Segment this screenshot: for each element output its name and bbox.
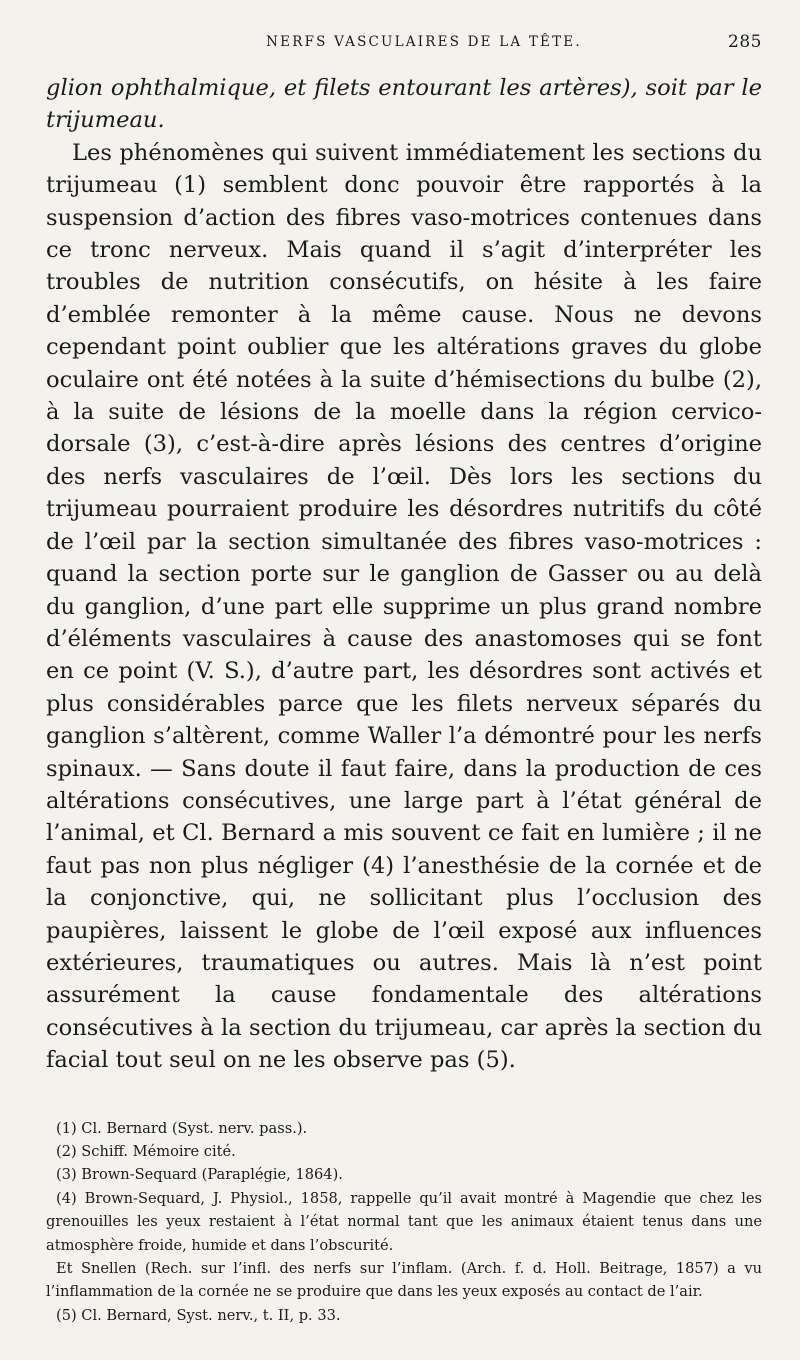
main-paragraph: Les phénomènes qui suivent immédiatement les sections du trijumeau (1) semblent donc pouvoir être rapportés à la suspension d’action des fibres vaso-motrices contenues dans ce tronc nerveux. Mais quand il s’agit d’interpréter les troubles de nutrition consécutifs, on hésite à les faire d’emblée remonter à la même cause. Nous ne devons cependant point oublier que les altérations graves du globe oculaire ont été notées à la suite d’hémisections du bulbe (2), à la suite de lésions de la moelle dans la région cervico-dorsale (3), c’est-à-dire après lésions des centres d’origine des nerfs vasculaires de l’œil. Dès lors les sections du trijumeau pourraient produire les désordres nutritifs du côté de l’œil par la section simultanée des fibres vaso-motrices : quand la section porte sur le ganglion de Gasser ou au delà du ganglion, d’une part elle supprime un plus grand nombre d’éléments vasculaires à cause des anastomoses qui se font en ce point (V. S.), d’autre part, les désordres sont activés et plus considérables parce que les filets nerveux séparés du ganglion s’altèrent, comme Waller l’a démontré pour les nerfs spinaux. — Sans doute il faut faire, dans la production de ces altérations consécutives, une large part à l’état général de l’animal, et Cl. Bernard a mis souvent ce fait en lumière ; il ne faut pas non plus négliger (4) l’anesthésie de la cornée et de la conjonctive, qui, ne sollicitant plus l’occlusion des paupières, laissent le globe de l’œil exposé aux influences extérieures, traumatiques ou autres. Mais là n’est point assurément la cause fondamentale des altérations consécutives à la section du trijumeau, car après la section du facial tout seul on ne les observe pas (5). (46, 139, 762, 1074)
page-number: 285 (728, 32, 762, 52)
footnote-2: (2) Schiff. Mémoire cité. (56, 1143, 236, 1160)
lead-italic-line: glion ophthalmique, et filets entourant les artères), soit par le trijumeau. (46, 75, 762, 134)
footnotes (46, 1117, 762, 1328)
main-text (46, 72, 762, 1077)
footnote-4: (4) Brown-Sequard, J. Physiol., 1858, rappelle qu’il avait montré à Magendie que chez les grenouilles les yeux restaient à l’état normal tant que les animaux étaient tenus dans une atmosphère froide, humide et dans l’obscurité. (46, 1189, 762, 1254)
running-header (46, 34, 762, 64)
footnote-4-continuation: Et Snellen (Rech. sur l’infl. des nerfs sur l’inflam. (Arch. f. d. Holl. Beitrage, 1857) a vu l’inflammation de la cornée ne se produire que dans les yeux exposés au contact de l’air. (46, 1260, 762, 1301)
footnote-1: (1) Cl. Bernard (Syst. nerv. pass.). (56, 1119, 308, 1137)
footnote-5: (5) Cl. Bernard, Syst. nerv., t. II, p. 33. (56, 1306, 341, 1324)
running-title: NERFS VASCULAIRES DE LA TÊTE. (266, 34, 582, 50)
footnote-3: (3) Brown-Sequard (Paraplégie, 1864). (56, 1166, 343, 1184)
